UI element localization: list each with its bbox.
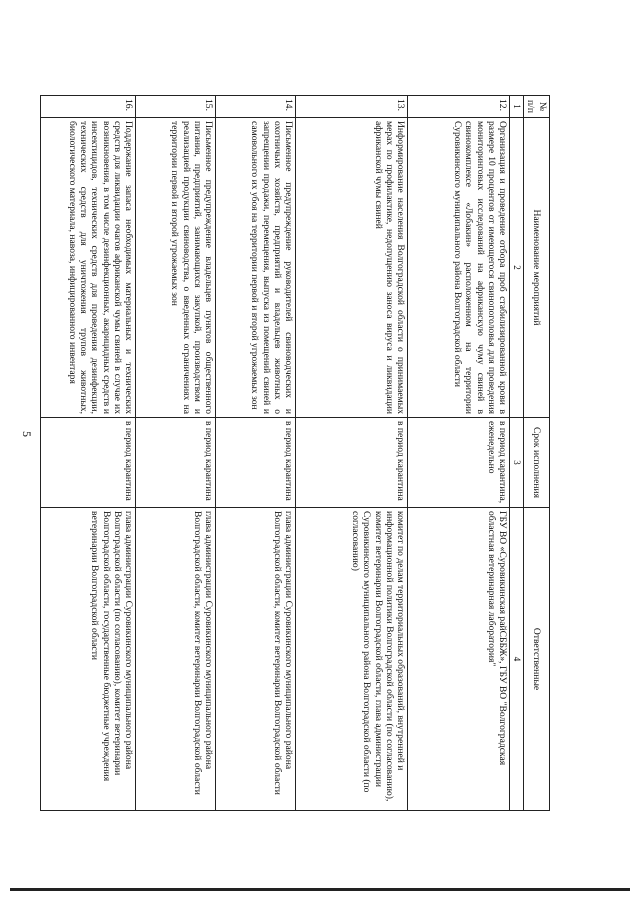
measure-responsible: комитет по делам территориальных образований, внутренней и информационной политики Волгоградской области (по согласованию), комитет ветеринарии Волгоградской области, глава администрации Суровикинского муниципального района Волгоградской области (по согласованию) <box>296 508 408 811</box>
col-number: 3 <box>510 418 524 508</box>
row-number: 14. <box>216 96 296 118</box>
measure-name: Письменное предупреждение владельцев пунктов общественного питания, предприятий, занимающихся закупкой, производством и реализацией продукции свиноводства, о введенных ограничениях на территории первой и второй угрожаемых зон <box>136 118 216 418</box>
bottom-rule <box>10 888 630 891</box>
col-number: 2 <box>510 118 524 418</box>
measure-name: Информирование населения Волгоградской области о принимаемых мерах по профилактике, недопущению заноса вируса и ликвидации африканской чумы свиней <box>296 118 408 418</box>
header-responsible: Ответственные <box>524 508 550 811</box>
table-row <box>296 96 408 811</box>
table-row <box>41 96 136 811</box>
measure-responsible: ГБУ ВО «Суровикинская райСББЖ», ГБУ ВО "Волгоградская областная ветеринарная лаборатория" <box>408 508 510 811</box>
rotated-table-wrapper <box>55 95 550 810</box>
measure-term: в период карантина <box>41 418 136 508</box>
col-number: 4 <box>510 508 524 811</box>
measure-name: Организация и проведение отбора проб стабилизированной крови в размере 10 процентов от имеющегося свинопоголовья для проведения мониторинговых исследований на африканскую чуму свиней в свинокомплексе «Лобакин» расположенном на территории Суровикинского муниципального района Волгоградской области <box>408 118 510 418</box>
measures-table <box>40 95 550 811</box>
measure-name: Письменное предупреждение руководителей свиноводческих и охотничьих хозяйств, предприятий и владельцев животных о запрещении продажи, перемещения, выпуска из помещений свиней и самовольного их убоя на территории первой и второй угрожаемых зон <box>216 118 296 418</box>
header-num: № п/п <box>524 96 550 118</box>
row-number: 15. <box>136 96 216 118</box>
measure-term: в период карантина, еженедельно <box>408 418 510 508</box>
table-row <box>136 96 216 811</box>
measure-responsible: глава администрации Суровикинского муниципального района Волгоградской области, комитет ветеринарии Волгоградской области <box>216 508 296 811</box>
row-number: 13. <box>296 96 408 118</box>
row-number: 12. <box>408 96 510 118</box>
header-term: Срок исполнения <box>524 418 550 508</box>
row-number: 16. <box>41 96 136 118</box>
measure-responsible: глава администрации Суровикинского муниципального района Волгоградской области (по согласованию), комитет ветеринарии Волгоградской области, государственные бюджетные учреждения ветеринарии Волгоградской области <box>41 508 136 811</box>
header-name: Наименование мероприятий <box>524 118 550 418</box>
page-number: 5 <box>20 431 34 437</box>
table-row <box>408 96 510 811</box>
measure-term: в период карантина <box>296 418 408 508</box>
measure-term: в период карантина <box>216 418 296 508</box>
measure-responsible: глава администрации Суровикинского муниципального района Волгоградской области, комитет ветеринарии Волгоградской области <box>136 508 216 811</box>
table-row <box>216 96 296 811</box>
col-number: 1 <box>510 96 524 118</box>
measure-term: в период карантина <box>136 418 216 508</box>
measure-name: Поддержание запаса необходимых материальных и технических средств для ликвидации очагов африканской чумы свиней в случае их возникновения, в том числе дезинфекционных, акарицидных средств и инсектицидов, технических средств для проведения дезинфекции, технических средств для уничтожения трупов животных, биологического материала, навоза, инфицированного инвентаря <box>41 118 136 418</box>
